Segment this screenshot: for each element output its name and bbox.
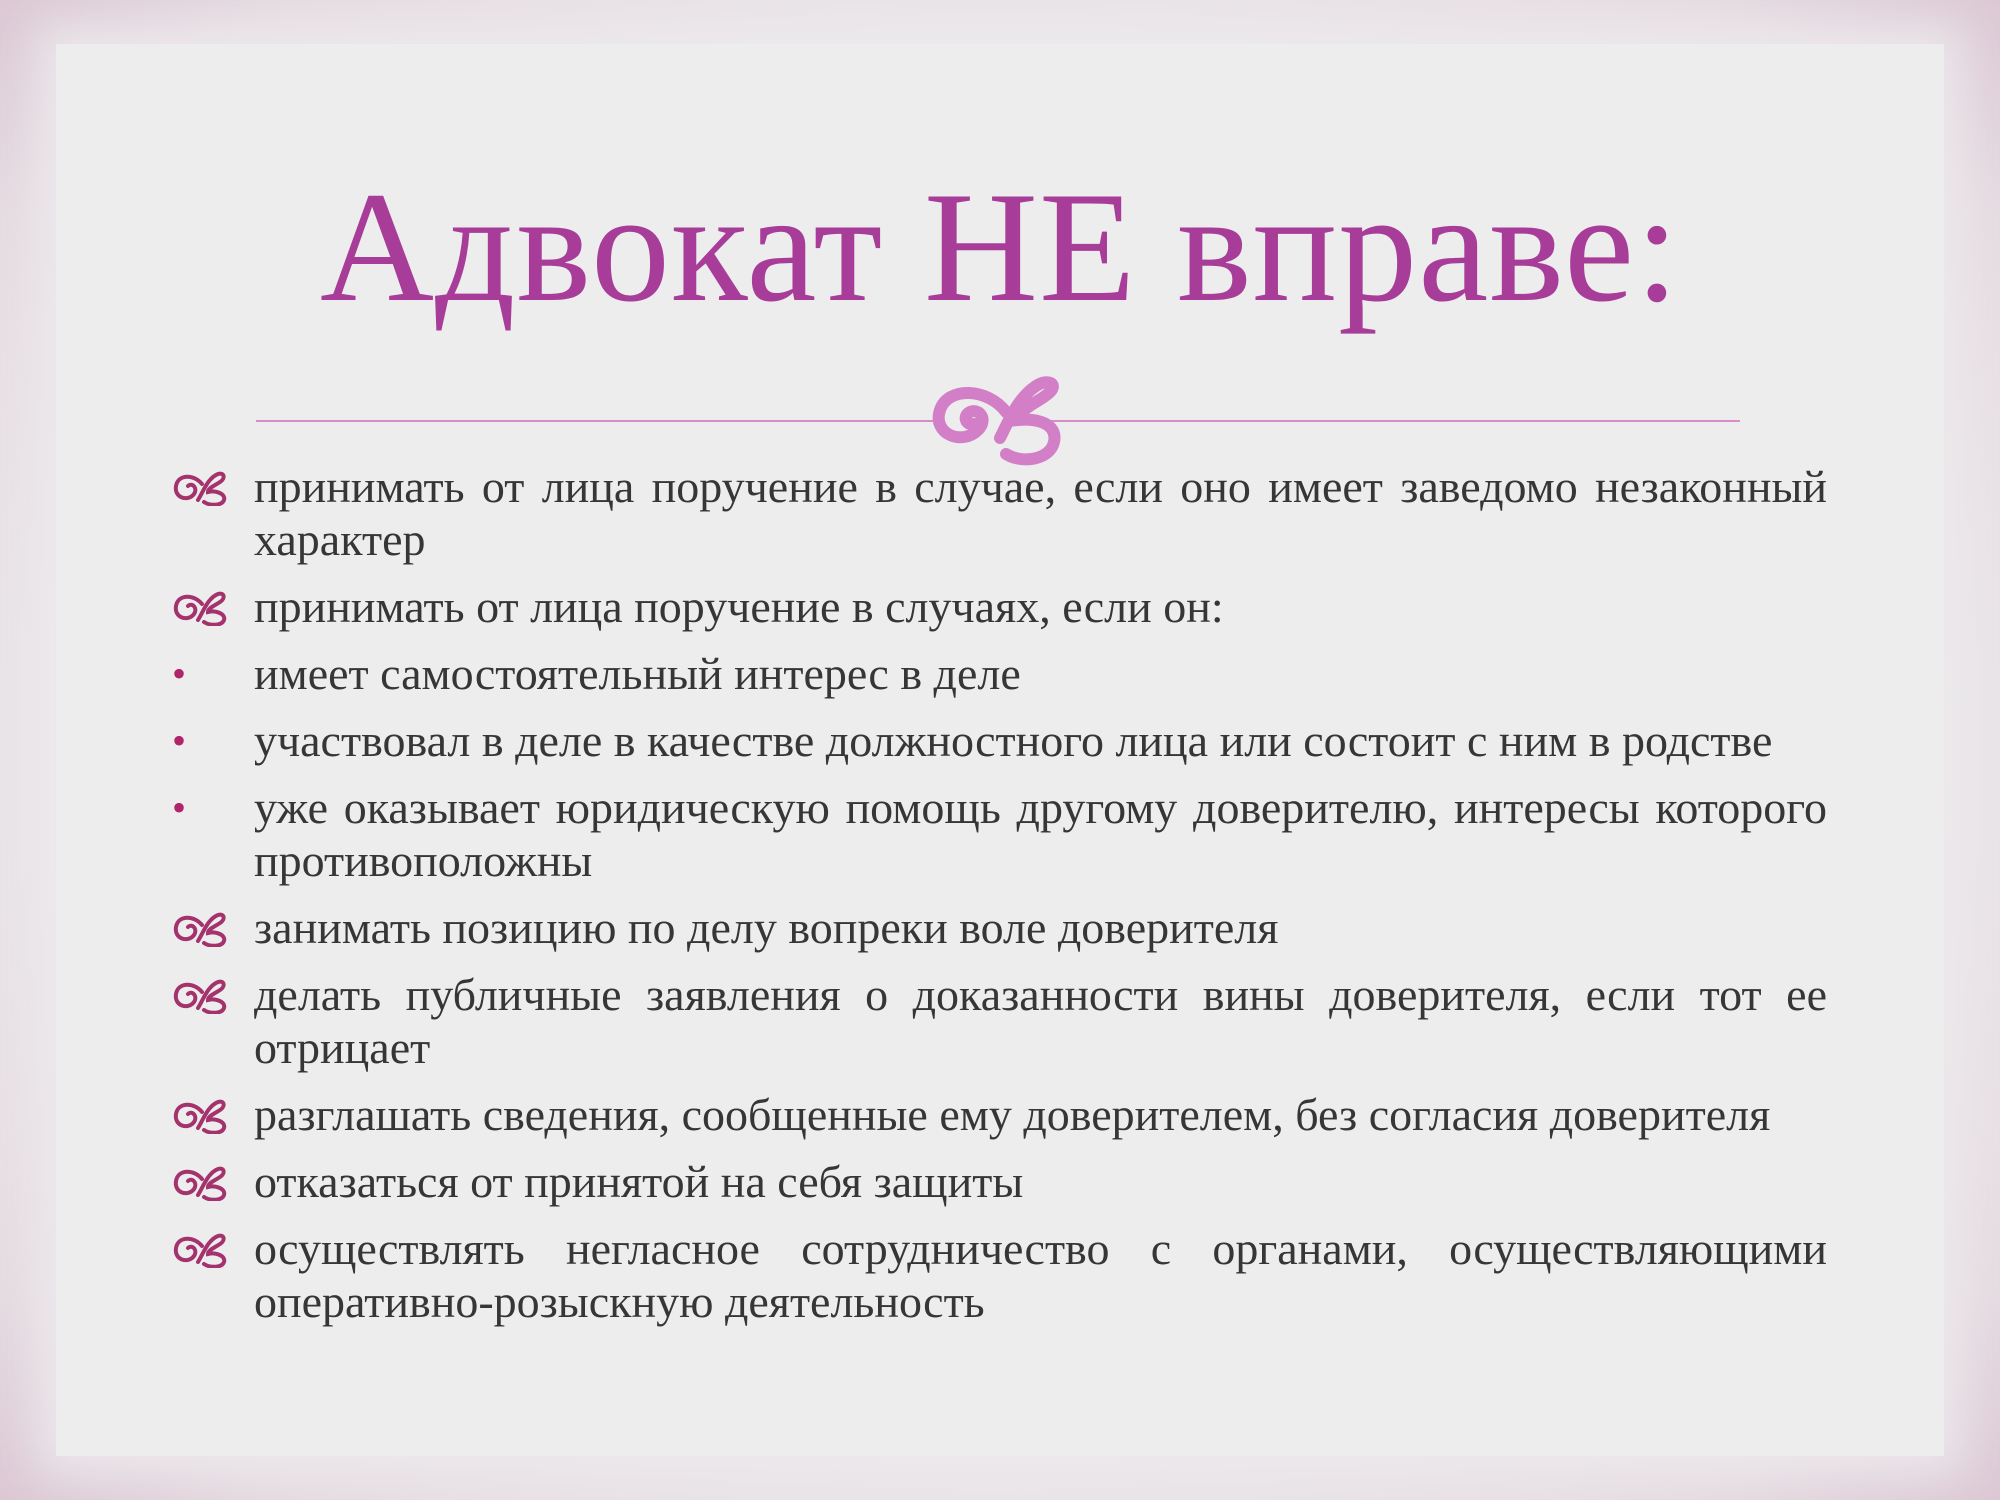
divider-line-right <box>1044 420 1740 422</box>
flourish-bullet-icon <box>172 1165 230 1201</box>
list-item <box>0 580 1827 633</box>
list-item <box>0 460 1827 566</box>
list-item <box>0 1088 1827 1141</box>
flourish-bullet-icon <box>172 470 230 506</box>
list-item-text: делать публичные заявления о доказанности вины доверителя, если тот ее отрицает <box>254 969 1827 1073</box>
list-item <box>0 781 1827 887</box>
flourish-bullet-icon <box>172 1098 230 1134</box>
list-item <box>0 1155 1827 1208</box>
list-item-text: отказаться от принятой на себя защиты <box>254 1156 1024 1207</box>
list-item <box>0 714 1827 767</box>
list-item <box>0 1222 1827 1328</box>
divider-line-left <box>256 420 940 422</box>
flourish-bullet-icon <box>172 978 230 1014</box>
list-item-text: участвовал в деле в качестве должностного лица или состоит с ним в родстве <box>254 715 1773 766</box>
list-item-text: разглашать сведения, сообщенные ему доверителем, без согласия доверителя <box>254 1089 1771 1140</box>
list-item <box>0 647 1827 700</box>
slide-title: Адвокат НЕ вправе: <box>319 160 1681 335</box>
flourish-ornament-icon <box>918 368 1078 468</box>
flourish-bullet-icon <box>172 590 230 626</box>
list-item-text: принимать от лица поручение в случае, если оно имеет заведомо незаконный характер <box>254 461 1827 565</box>
dot-bullet-icon: • <box>172 785 187 830</box>
list-item <box>0 901 1827 954</box>
flourish-bullet-icon <box>172 911 230 947</box>
list-item <box>0 968 1827 1074</box>
rules-list <box>0 460 2000 1342</box>
dot-bullet-icon: • <box>172 651 187 696</box>
list-item-text: имеет самостоятельный интерес в деле <box>254 648 1021 699</box>
list-item-text: принимать от лица поручение в случаях, если он: <box>254 581 1224 632</box>
list-item-text: уже оказывает юридическую помощь другому доверителю, интересы которого противоположны <box>254 782 1827 886</box>
dot-bullet-icon: • <box>172 718 187 763</box>
list-item-text: занимать позицию по делу вопреки воле доверителя <box>254 902 1279 953</box>
flourish-bullet-icon <box>172 1232 230 1268</box>
list-item-text: осуществлять негласное сотрудничество с органами, осуществляющими оперативно-розыскную деятельность <box>254 1223 1827 1327</box>
